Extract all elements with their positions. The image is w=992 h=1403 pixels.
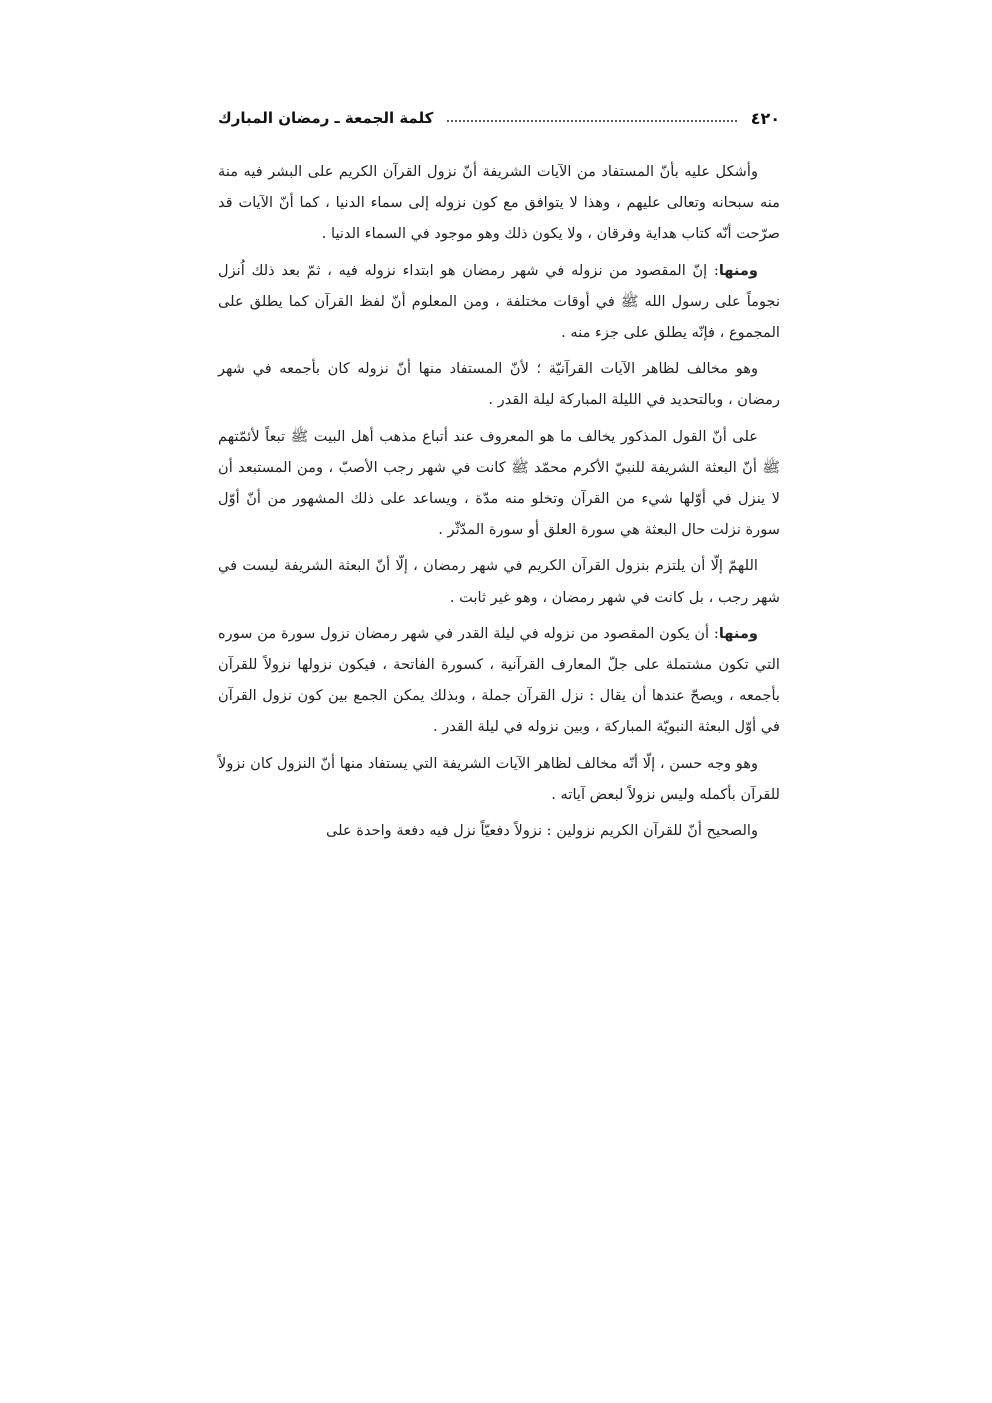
paragraph-3 [218, 353, 780, 415]
page-header [218, 100, 780, 136]
paragraph-text: على أنّ القول المذكور يخالف ما هو المعروف عند أتباع مذهب أهل البيت ﷺ تبعاً لأئمّتهم ﷺ أنّ البعثة الشريفة للنبيّ الأكرم محمّد ﷺ كانت في شهر رجب الأصبّ ، ومن المستبعد أن لا ينزل في أوّلها شيء من القرآن وتخلو منه مدّة ، ويساعد على ذلك المشهور من أنّ أوّل سورة نزلت حال البعثة هي سورة العلق أو سورة المدّثّر . [218, 427, 780, 539]
running-title: كلمة الجمعة ـ رمضان المبارك [218, 109, 434, 127]
page-body [218, 156, 780, 846]
paragraph-text: : إنّ المقصود من نزوله في شهر رمضان هو ابتداء نزوله فيه ، ثمّ بعد ذلك اُنزل نجوماً على رسول الله ﷺ في أوقات مختلفة ، ومن المعلوم أنّ لفظ القرآن كما يطلق على المجموع ، فإنّه يطلق على جزء منه . [218, 261, 780, 342]
paragraph-text: وهو مخالف لظاهر الآيات القرآنيّة ؛ لأنّ المستفاد منها أنّ نزوله كان بأجمعه في شهر رمضان ، وبالتحديد في الليلة المباركة ليلة القدر . [218, 360, 780, 409]
paragraph-4 [218, 421, 780, 546]
paragraph-8 [218, 815, 780, 846]
paragraph-text: وهو وجه حسن ، إلّا أنّه مخالف لظاهر الآيات الشريفة التي يستفاد منها أنّ النزول كان نزولاً للقرآن بأكمله وليس نزولاً لبعض آياته . [218, 754, 780, 803]
paragraph-2 [218, 255, 780, 349]
paragraph-lead: ومنها [718, 624, 758, 642]
paragraph-text: اللهمّ إلّا أن يلتزم بنزول القرآن الكريم في شهر رمضان ، إلّا أنّ البعثة الشريفة ليست في شهر رجب ، بل كانت في شهر رمضان ، وهو غير ثابت . [218, 557, 780, 606]
page-number: ٤٢٠ [750, 108, 780, 128]
paragraph-text: وأشكل عليه بأنّ المستفاد من الآيات الشريفة أنّ نزول القرآن الكريم على البشر فيه منة منه سبحانه وتعالى عليهم ، وهذا لا يتوافق مع كون نزوله إلى سماء الدنيا ، كما أنّ الآيات قد صرّحت أنّه كتاب هداية وفرقان ، ولا يكون ذلك وهو موجود في السماء الدنيا . [218, 163, 780, 243]
paragraph-6 [218, 618, 780, 743]
paragraph-lead: ومنها [718, 261, 758, 279]
paragraph-text: : أن يكون المقصود من نزوله في ليلة القدر في شهر رمضان نزول سورة من سوره التي تكون مشتملة على جلّ المعارف القرآنية ، كسورة الفاتحة ، فيكون نزولها نزولاً للقرآن بأجمعه ، ويصحّ عندها أن يقال : نزل القرآن جملة ، وبذلك يمكن الجمع بين كون نزول القرآن في أوّل البعثة النبويّة المباركة ، وبين نزوله في ليلة القدر . [218, 624, 780, 736]
paragraph-7 [218, 748, 780, 810]
paragraph-text: والصحيح أنّ للقرآن الكريم نزولين : نزولاً دفعيّاً نزل فيه دفعة واحدة على [325, 822, 758, 840]
paragraph-5 [218, 550, 780, 612]
paragraph-1 [218, 156, 780, 250]
header-dotted-leader [447, 120, 736, 122]
